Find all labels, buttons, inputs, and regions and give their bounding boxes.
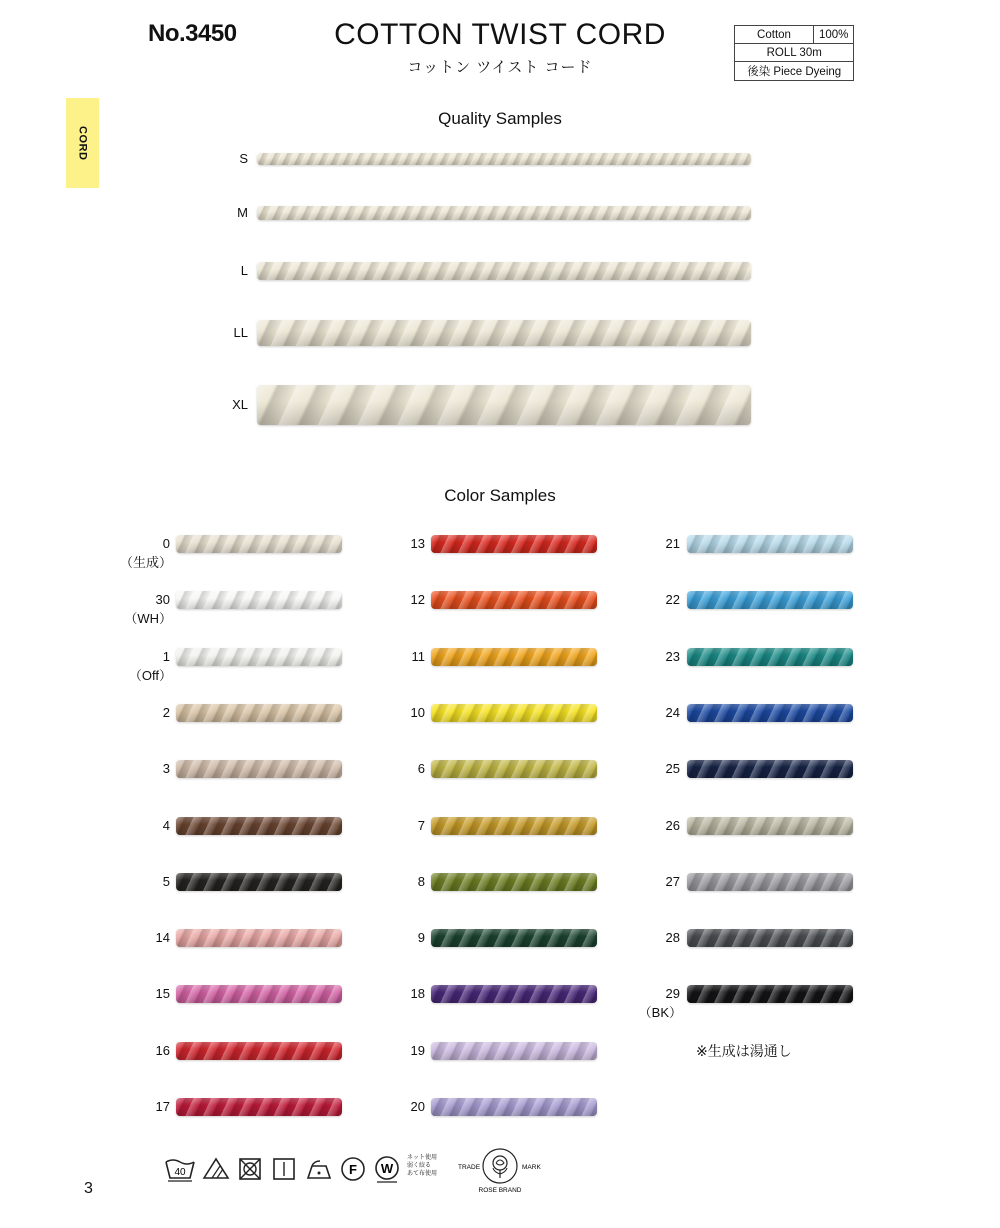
color-number: 8 xyxy=(417,873,425,889)
brand-right-text: MARK xyxy=(522,1164,541,1171)
color-number: 6 xyxy=(417,761,425,777)
color-sub-label: （BK） xyxy=(638,1005,682,1021)
color-rope-sample xyxy=(687,535,853,553)
color-rope-sample xyxy=(431,873,597,891)
color-number: 25 xyxy=(665,761,680,777)
color-rope-sample xyxy=(431,535,597,553)
color-rope-sample xyxy=(176,873,342,891)
color-rope-sample xyxy=(176,704,342,722)
color-rope-sample xyxy=(687,929,853,947)
quality-label: S xyxy=(239,151,248,166)
quality-section-title: Quality Samples xyxy=(438,109,562,128)
color-rope-sample xyxy=(176,535,342,553)
color-number: 20 xyxy=(410,1099,425,1114)
care-text-line: ネット使用 xyxy=(407,1155,438,1161)
category-tab-label: CORD xyxy=(76,125,89,161)
color-rope-sample xyxy=(687,817,853,835)
spec-material: Cotton xyxy=(735,26,814,44)
color-rope-sample xyxy=(431,985,597,1003)
color-rope-sample xyxy=(687,760,853,778)
color-number: 29 xyxy=(665,986,680,1002)
footnote: ※生成は湯通し xyxy=(696,1043,792,1059)
color-rope-sample xyxy=(687,704,853,722)
svg-text:40: 40 xyxy=(174,1167,186,1178)
color-rope-sample xyxy=(431,1098,597,1116)
color-rope-sample xyxy=(176,817,342,835)
quality-label: XL xyxy=(232,397,248,412)
color-rope-sample xyxy=(176,1098,342,1116)
svg-text:F: F xyxy=(349,1162,357,1177)
color-number: 3 xyxy=(162,761,170,777)
bleach-icon xyxy=(204,1159,228,1178)
quality-rope-sample xyxy=(257,385,751,425)
color-rope-sample xyxy=(687,873,853,891)
svg-text:W: W xyxy=(380,1161,394,1176)
brand-left-text: TRADE xyxy=(458,1164,481,1171)
color-rope-sample xyxy=(176,1042,342,1060)
care-instructions-text xyxy=(407,1154,447,1178)
color-number: 1 xyxy=(162,648,170,664)
color-number: 15 xyxy=(155,986,170,1002)
color-rope-sample xyxy=(431,1042,597,1060)
color-number: 13 xyxy=(410,536,425,551)
color-rope-sample xyxy=(431,648,597,666)
color-number: 28 xyxy=(665,930,680,946)
quality-label: M xyxy=(237,205,248,220)
color-rope-sample xyxy=(431,760,597,778)
color-section-title: Color Samples xyxy=(444,486,556,505)
color-number: 16 xyxy=(155,1042,170,1058)
wet-clean-w-icon xyxy=(376,1157,398,1182)
color-sub-label: （WH） xyxy=(124,611,172,627)
color-number: 27 xyxy=(665,873,680,889)
color-number: 0 xyxy=(162,536,170,551)
no-tumble-dry-icon xyxy=(240,1159,260,1179)
color-number: 19 xyxy=(410,1042,425,1058)
care-text-line: 弱く絞る xyxy=(407,1163,432,1169)
color-rope-sample xyxy=(431,929,597,947)
color-number: 30 xyxy=(155,592,170,608)
color-rope-sample xyxy=(687,985,853,1003)
rose-icon xyxy=(493,1156,507,1178)
color-rope-sample xyxy=(431,591,597,609)
wash-40-icon xyxy=(166,1160,194,1181)
page-subtitle: コットン ツイスト コード xyxy=(407,59,593,76)
color-number: 2 xyxy=(162,704,170,720)
page-number: 3 xyxy=(84,1180,93,1197)
color-rope-sample xyxy=(687,648,853,666)
color-number: 23 xyxy=(665,648,680,664)
color-number: 9 xyxy=(417,930,425,946)
color-number: 17 xyxy=(155,1099,170,1114)
color-sub-label: （Off） xyxy=(128,667,172,683)
quality-label: LL xyxy=(233,325,248,340)
color-rope-sample xyxy=(431,817,597,835)
color-number: 7 xyxy=(417,817,425,833)
quality-rope-sample xyxy=(257,206,751,220)
color-number: 12 xyxy=(410,592,425,608)
color-number: 14 xyxy=(155,930,170,946)
color-number: 18 xyxy=(410,986,425,1002)
spec-percent: 100% xyxy=(814,26,854,44)
color-rope-sample xyxy=(176,760,342,778)
spec-roll: ROLL 30m xyxy=(735,44,854,62)
color-number: 26 xyxy=(665,817,680,833)
color-rope-sample xyxy=(687,591,853,609)
brand-bottom-text: ROSE BRAND xyxy=(478,1187,522,1194)
spec-dyeing: 後染 Piece Dyeing xyxy=(735,62,854,81)
quality-rope-sample xyxy=(257,320,751,346)
color-rope-sample xyxy=(176,591,342,609)
color-number: 22 xyxy=(665,592,680,608)
line-dry-icon xyxy=(274,1159,294,1179)
quality-rope-sample xyxy=(257,262,751,280)
dry-clean-f-icon xyxy=(342,1158,364,1180)
product-number: No.3450 xyxy=(148,20,237,47)
page-title: COTTON TWIST CORD xyxy=(334,18,666,51)
color-rope-sample xyxy=(176,985,342,1003)
quality-label: L xyxy=(240,263,248,278)
color-number: 5 xyxy=(162,873,170,889)
iron-icon xyxy=(308,1161,330,1178)
color-number: 21 xyxy=(665,536,680,551)
color-rope-sample xyxy=(176,648,342,666)
care-text-line: あて布使用 xyxy=(407,1171,438,1177)
color-sub-label: （生成） xyxy=(119,555,172,570)
care-symbols xyxy=(164,1154,404,1184)
spec-table xyxy=(734,25,854,81)
color-number: 11 xyxy=(411,648,425,664)
color-rope-sample xyxy=(431,704,597,722)
color-number: 24 xyxy=(665,704,680,720)
color-number: 10 xyxy=(410,704,425,720)
quality-rope-sample xyxy=(257,153,751,165)
rose-brand-logo xyxy=(458,1146,542,1196)
color-rope-sample xyxy=(176,929,342,947)
color-number: 4 xyxy=(162,817,170,833)
